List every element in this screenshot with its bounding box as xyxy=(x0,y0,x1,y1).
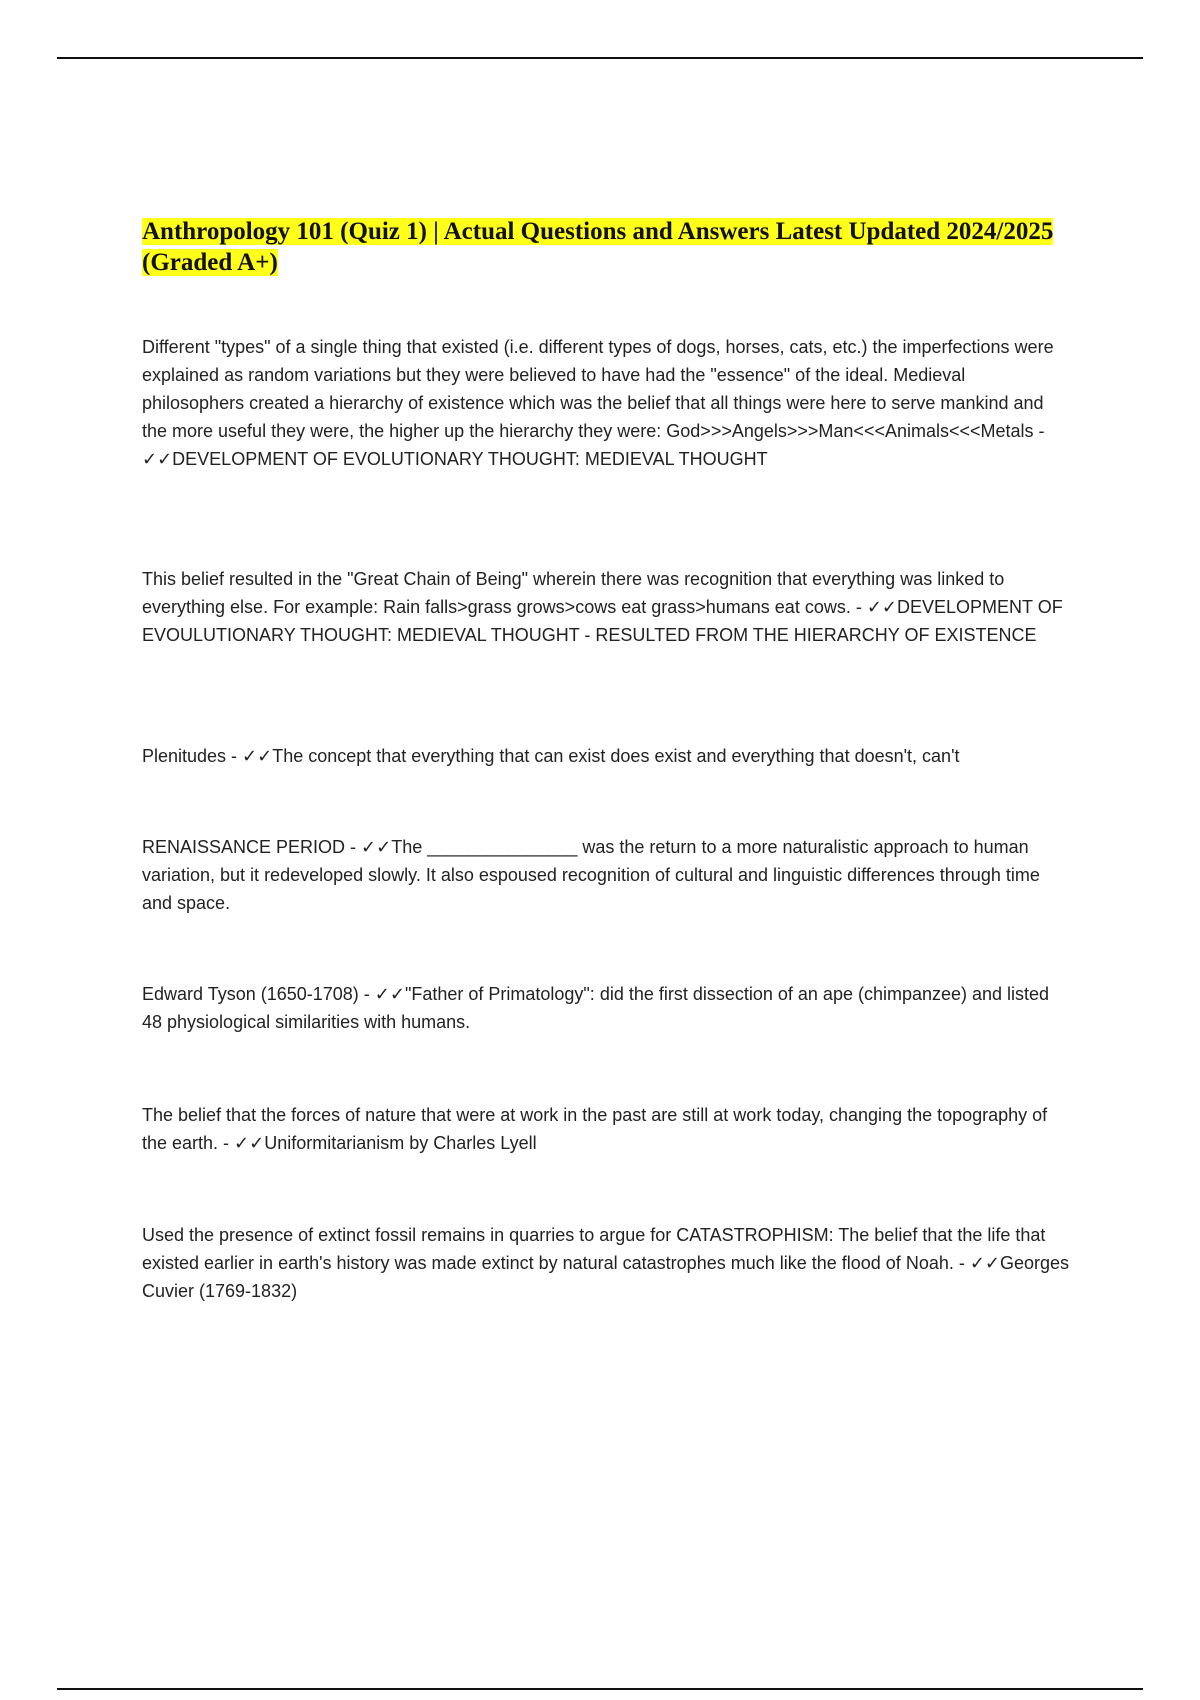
qa-entry-plenitudes: Plenitudes - ✓✓The concept that everything that can exist does exist and everything that doesn't, can't xyxy=(142,746,960,766)
document-title xyxy=(142,216,1072,278)
qa-entry-uniformitarianism: The belief that the forces of nature that were at work in the past are still at work today, changing the topography of the earth. - ✓✓Uniformitarianism by Charles Lyell xyxy=(142,1105,1048,1153)
qa-entry-georges-cuvier: Used the presence of extinct fossil remains in quarries to argue for CATASTROPHISM: The belief that the life that existed earlier in earth's history was made extinct by natural catastrophes much like the flood of Noah. - ✓✓Georges Cuvier (1769-1832) xyxy=(142,1225,1070,1301)
qa-entry-renaissance-period: RENAISSANCE PERIOD - ✓✓The _______________ was the return to a more naturalistic approach to human variation, but it redeveloped slowly. It also espoused recognition of cultural and linguistic differences through time and space. xyxy=(142,837,1040,913)
qa-entry-great-chain-of-being: This belief resulted in the "Great Chain of Being" wherein there was recognition that everything was linked to everything else. For example: Rain falls>grass grows>cows eat grass>humans eat cows. - ✓✓DEVELOPMENT OF EVOULUTIONARY THOUGHT: MEDIEVAL THOUGHT - RESULTED FROM THE HIERARCHY OF EXISTENCE xyxy=(142,569,1063,645)
qa-entry-edward-tyson: Edward Tyson (1650-1708) - ✓✓"Father of Primatology": did the first dissection of an ape (chimpanzee) and listed 48 physiological similarities with humans. xyxy=(142,984,1050,1032)
bottom-divider xyxy=(57,1688,1143,1690)
top-divider xyxy=(57,57,1143,59)
qa-entry-medieval-thought: Different "types" of a single thing that existed (i.e. different types of dogs, horses, cats, etc.) the imperfections were explained as random variations but they were believed to have had the "essence" of the ideal. Medieval philosophers created a hierarchy of existence which was the belief that all things were here to serve mankind and the more useful they were, the higher up the hierarchy they were: God>>>Angels>>>Man<<<Animals<<<Metals - ✓✓DEVELOPMENT OF EVOLUTIONARY THOUGHT: MEDIEVAL THOUGHT xyxy=(142,337,1054,469)
title-highlight: Anthropology 101 (Quiz 1) | Actual Questions and Answers Latest Updated 2024/2025 (Graded A+) xyxy=(142,218,1054,276)
